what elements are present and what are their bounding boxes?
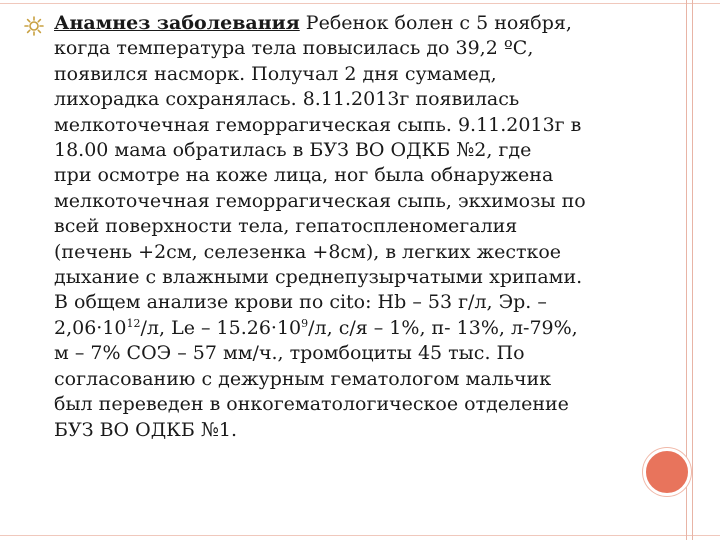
section-heading: Анамнез заболевания [54, 12, 300, 34]
text-line: мелкоточечная геморрагическая сыпь, экхимозы по [54, 189, 586, 212]
text-line: появился насморк. Получал 2 дня сумамед, [54, 62, 497, 85]
text-line: 18.00 мама обратилась в БУЗ ВО ОДКБ №2, где [54, 139, 532, 162]
sun-bullet-icon [24, 16, 44, 36]
text-line: был переведен в онкогематологическое отделение [54, 393, 569, 416]
frame-line-right-outer [692, 0, 693, 540]
text-line: согласованию с дежурным гематологом мальчик [54, 367, 552, 390]
frame-line-top [0, 3, 720, 4]
text-line: (печень +2см, селезенка +8см), в легких жесткое [54, 240, 562, 263]
text-line: В общем анализе крови по cito: Hb – 53 г/л, Эр. – [54, 291, 547, 314]
text-line-blood-counts: $2,06\cdot 10^{12}/л$, $Le - 15.26\cdot 10^9/л$, с/я – 1%, п- 13%, л-79%, [54, 316, 578, 339]
text-line: при осмотре на коже лица, ног была обнаружена [54, 164, 554, 187]
text-line: м – 7% СОЭ – 57 мм/ч., тромбоциты 45 тыс. По [54, 342, 525, 365]
superscript-exponent: 9 [301, 316, 309, 330]
superscript-exponent: 12 [126, 316, 141, 330]
frame-line-bottom [0, 535, 720, 536]
text-line: когда температура тела повысилась до 39,2 ºС, [54, 37, 534, 60]
text-line: БУЗ ВО ОДКБ №1. [54, 418, 237, 441]
text-line: Анамнез заболевания Ребенок болен с 5 ноября, [54, 12, 572, 34]
text-line: лихорадка сохранялась. 8.11.2013г появилась [54, 88, 520, 111]
circle-decoration [643, 448, 691, 496]
text-line: мелкоточечная геморрагическая сыпь. 9.11.2013г в [54, 113, 582, 136]
text-line: всей поверхности тела, гепатоспленомегалия [54, 215, 518, 238]
anamnesis-paragraph [54, 11, 634, 443]
text-line: дыхание с влажными среднепузырчатыми хрипами. [54, 266, 583, 289]
